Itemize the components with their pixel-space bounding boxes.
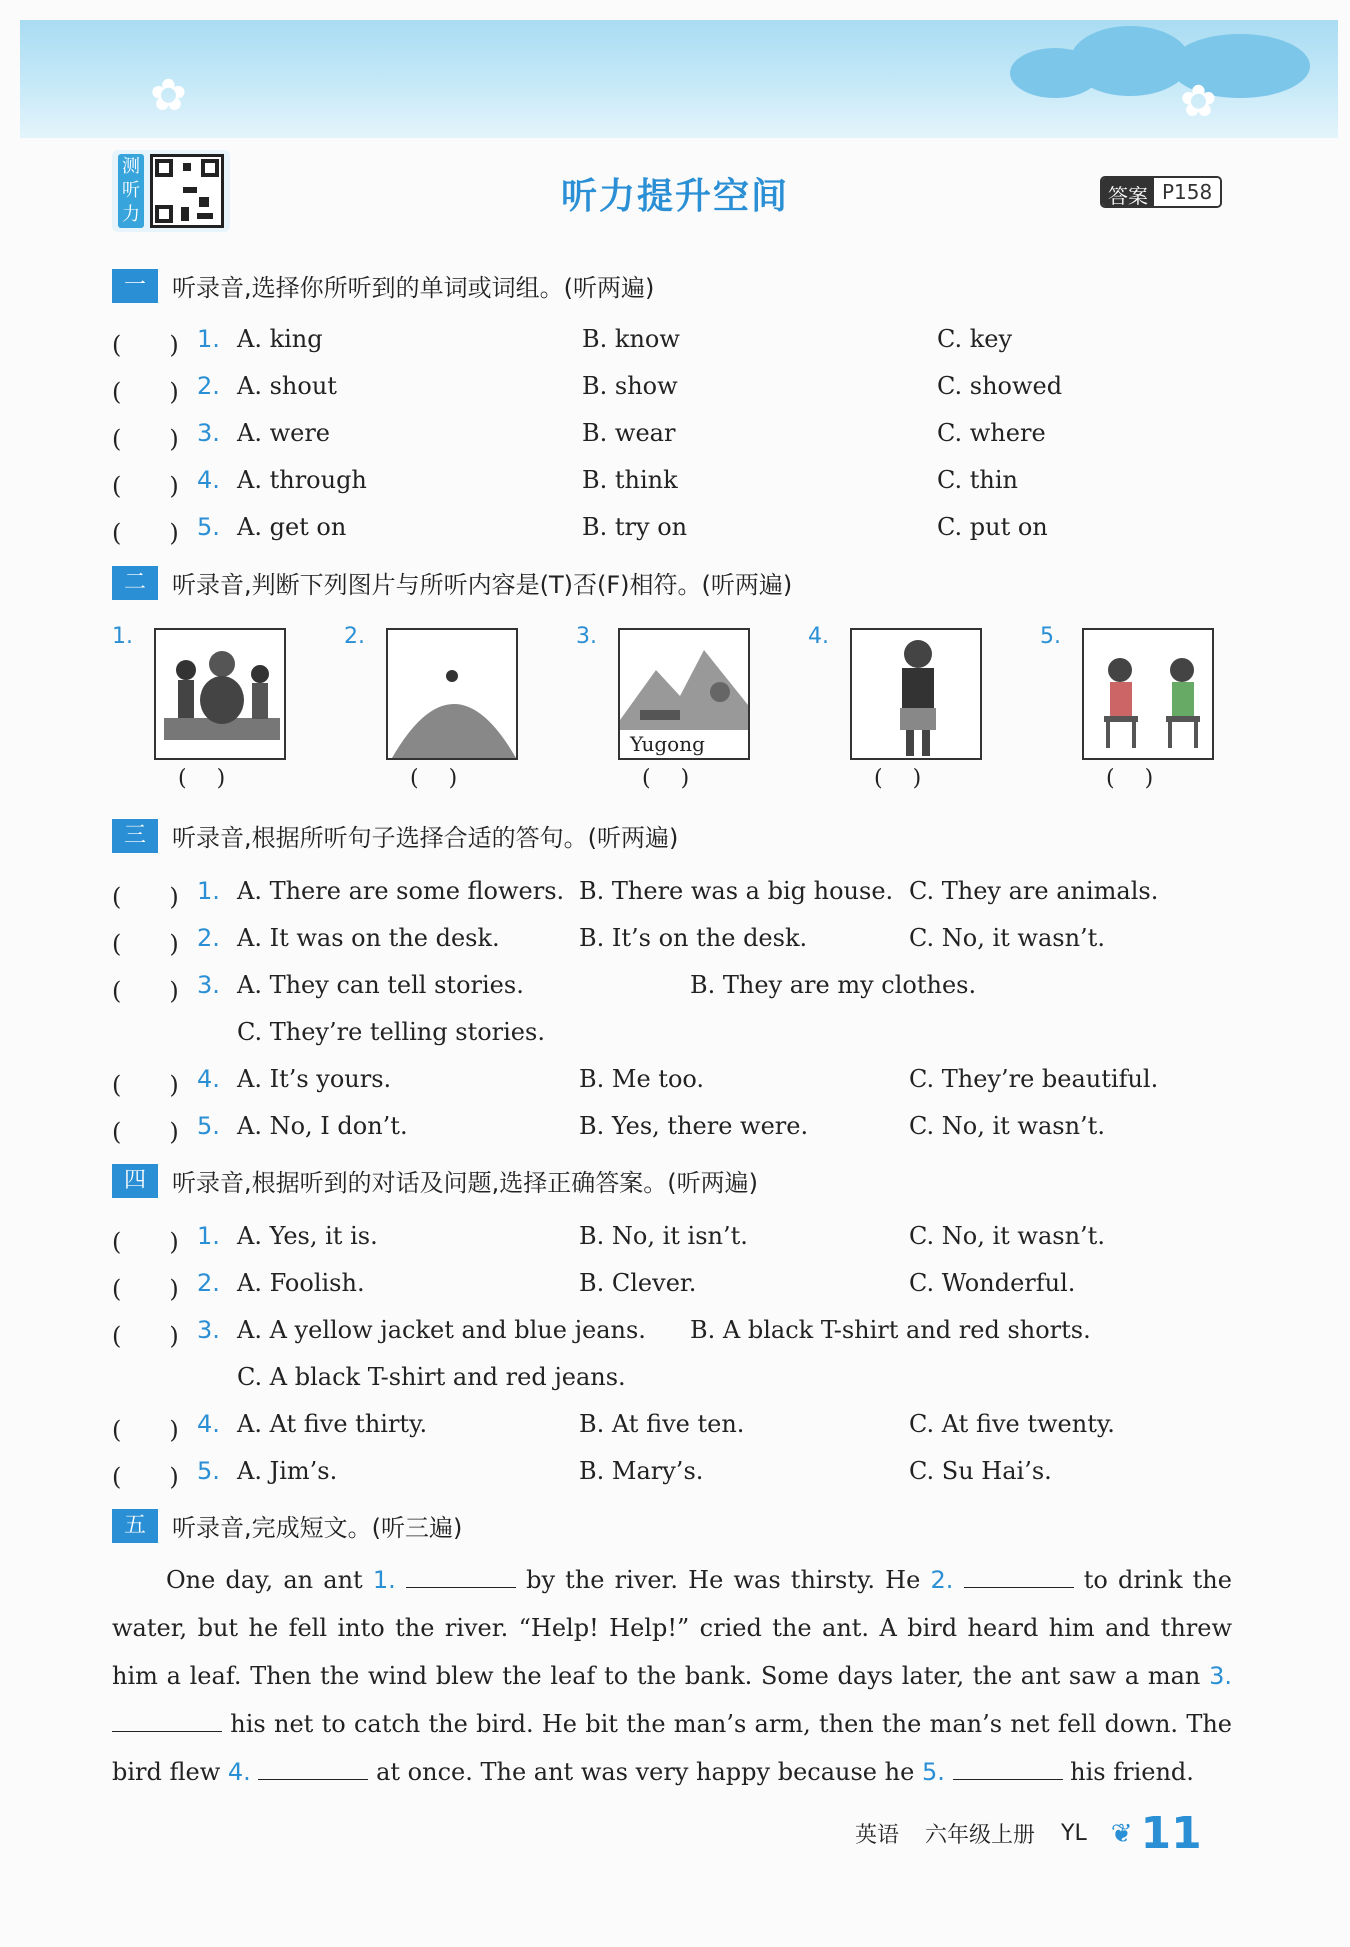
answer-paren[interactable]: ( ) (112, 1275, 179, 1303)
answer-paren[interactable]: ( ) (112, 1322, 179, 1350)
option-c[interactable]: C. No, it wasn’t. (909, 1222, 1105, 1250)
passage-text: by the river. He was thirsty. He (526, 1566, 921, 1594)
answer-paren[interactable]: ( ) (112, 519, 179, 547)
answer-paren[interactable]: ( ) (112, 1118, 179, 1146)
option-c[interactable]: C. key (937, 325, 1013, 353)
option-b[interactable]: B. think (582, 466, 678, 494)
option-a[interactable]: A. They can tell stories. (237, 971, 524, 999)
answer-paren[interactable]: ( ) (112, 1463, 179, 1491)
question-number: 3. (576, 624, 597, 649)
question-number: 2. (197, 924, 220, 952)
blank-number: 5. (921, 1758, 945, 1786)
question-number: 1. (197, 1222, 220, 1250)
option-c[interactable]: C. showed (937, 372, 1063, 400)
option-b[interactable]: B. It’s on the desk. (579, 924, 808, 952)
option-c[interactable]: C. At five twenty. (909, 1410, 1115, 1438)
option-b[interactable]: B. A black T-shirt and red shorts. (690, 1316, 1091, 1344)
picture-frame (154, 628, 286, 760)
option-a[interactable]: A. shout (237, 372, 337, 400)
passage-text: One day, an ant (166, 1566, 363, 1594)
option-b[interactable]: B. wear (582, 419, 676, 447)
option-a[interactable]: A. were (237, 419, 331, 447)
cloze-passage (112, 1556, 1232, 1796)
section-instruction: 听录音,完成短文。(听三遍) (172, 1514, 463, 1542)
option-c[interactable]: C. They are animals. (909, 877, 1159, 905)
question-number: 2. (197, 1269, 220, 1297)
question-number: 3. (197, 1316, 220, 1344)
option-a[interactable]: A. king (237, 325, 323, 353)
answer-paren[interactable]: ( ) (112, 472, 179, 500)
picture-caption: Yugong (620, 730, 748, 758)
blank-number: 3. (1209, 1662, 1232, 1690)
answer-paren[interactable]: ( ) (112, 1071, 179, 1099)
question-number: 2. (344, 624, 365, 649)
passage-text: to drink the water, but he fell into the river. “Help! Help!” cried the ant. A bird heard him and threw him a leaf. Then the wind blew the leaf to the bank. Some days later, the ant saw a man (112, 1566, 1232, 1690)
question-number: 1. (112, 624, 133, 649)
question-number: 4. (197, 1410, 220, 1438)
option-a[interactable]: A. It’s yours. (237, 1065, 392, 1093)
picture-frame (618, 628, 750, 760)
section-badge: 四 (112, 1164, 158, 1198)
answer-reference (1100, 176, 1222, 208)
option-b[interactable]: B. There was a big house. (579, 877, 894, 905)
page-footer (855, 1808, 1202, 1859)
section-heading (112, 1508, 462, 1543)
picture-frame (850, 628, 982, 760)
passage-text: at once. The ant was very happy because he (376, 1758, 915, 1786)
option-b[interactable]: B. Clever. (579, 1269, 697, 1297)
option-a[interactable]: A. No, I don’t. (237, 1112, 408, 1140)
option-a[interactable]: A. through (237, 466, 367, 494)
question-number: 5. (197, 1457, 220, 1485)
option-c[interactable]: C. put on (937, 513, 1048, 541)
question-number: 1. (197, 325, 220, 353)
section-instruction: 听录音,根据听到的对话及问题,选择正确答案。(听两遍) (172, 1169, 758, 1197)
question-number: 1. (197, 877, 220, 905)
answer-paren[interactable]: ( ) (112, 977, 179, 1005)
option-b[interactable]: B. At five ten. (579, 1410, 745, 1438)
option-b[interactable]: B. show (582, 372, 678, 400)
option-a[interactable]: A. Foolish. (237, 1269, 365, 1297)
option-a[interactable]: A. get on (237, 513, 347, 541)
answer-paren[interactable]: ( ) (112, 930, 179, 958)
picture-row (112, 620, 1252, 800)
section-badge: 二 (112, 566, 158, 600)
people-scene-icon (156, 630, 286, 760)
question-number: 3. (197, 971, 220, 999)
option-c[interactable]: C. They’re beautiful. (909, 1065, 1159, 1093)
flower-icon: ✿ (150, 70, 187, 121)
option-a[interactable]: A. At five thirty. (237, 1410, 428, 1438)
hill-icon (388, 630, 518, 760)
answer-paren[interactable]: () (178, 766, 256, 791)
section-instruction: 听录音,选择你所听到的单词或词组。(听两遍) (172, 274, 655, 302)
answer-page: P158 (1154, 178, 1220, 206)
blank-number: 1. (372, 1566, 396, 1594)
option-c[interactable]: C. No, it wasn’t. (909, 924, 1105, 952)
answer-paren[interactable]: ( ) (112, 1416, 179, 1444)
option-b[interactable]: B. Me too. (579, 1065, 705, 1093)
option-b[interactable]: B. Mary’s. (579, 1457, 704, 1485)
flower-icon: ✿ (1180, 76, 1217, 127)
option-b[interactable]: B. try on (582, 513, 688, 541)
option-c[interactable]: C. Su Hai’s. (909, 1457, 1052, 1485)
option-a[interactable]: A. It was on the desk. (237, 924, 500, 952)
option-b[interactable]: B. know (582, 325, 680, 353)
question-number: 4. (197, 1065, 220, 1093)
answer-paren[interactable]: ( ) (112, 425, 179, 453)
answer-label: 答案 (1102, 178, 1154, 206)
option-a[interactable]: A. A yellow jacket and blue jeans. (237, 1316, 646, 1344)
picture-frame (1082, 628, 1214, 760)
option-b[interactable]: B. They are my clothes. (690, 971, 977, 999)
section-instruction: 听录音,根据所听句子选择合适的答句。(听两遍) (172, 824, 679, 852)
blank-number: 2. (930, 1566, 954, 1594)
footer-grade: 六年级上册 (925, 1823, 1036, 1848)
answer-paren[interactable]: ( ) (112, 378, 179, 406)
blank-number: 4. (227, 1758, 251, 1786)
blank-input[interactable] (406, 1560, 516, 1588)
section-badge: 五 (112, 1509, 158, 1543)
section-heading (112, 268, 654, 303)
option-a[interactable]: A. There are some flowers. (237, 877, 565, 905)
answer-paren[interactable]: () (410, 766, 488, 791)
passage-text: his net to catch the bird. He bit the man’s arm, then the man’s net fell down. The bird flew (112, 1710, 1232, 1786)
footer-edition: YL (1061, 1821, 1087, 1846)
question-number: 3. (197, 419, 220, 447)
section-instruction: 听录音,判断下列图片与所听内容是(T)否(F)相符。(听两遍) (172, 571, 793, 599)
blank-input[interactable] (964, 1560, 1074, 1588)
qr-tag: 测听力 (118, 154, 144, 228)
answer-paren[interactable]: ( ) (112, 331, 179, 359)
option-c[interactable]: C. where (937, 419, 1046, 447)
option-a[interactable]: A. Yes, it is. (237, 1222, 378, 1250)
blank-input[interactable] (953, 1752, 1063, 1780)
answer-paren[interactable]: ( ) (112, 883, 179, 911)
footer-subject: 英语 (855, 1823, 900, 1848)
header-banner (20, 20, 1338, 138)
question-number: 2. (197, 372, 220, 400)
page-title: 听力提升空间 (560, 176, 789, 217)
section-badge: 一 (112, 269, 158, 303)
option-b[interactable]: B. Yes, there were. (579, 1112, 809, 1140)
question-number: 5. (197, 1112, 220, 1140)
answer-paren[interactable]: () (874, 766, 952, 791)
option-c[interactable]: C. No, it wasn’t. (909, 1112, 1105, 1140)
question-number: 5. (1040, 624, 1061, 649)
boy-in-kilt-icon (852, 630, 982, 760)
section-badge: 三 (112, 819, 158, 853)
page-number: 11 (1140, 1808, 1202, 1859)
option-c[interactable]: C. Wonderful. (909, 1269, 1076, 1297)
section-heading (112, 565, 792, 600)
question-number: 5. (197, 513, 220, 541)
blank-input[interactable] (258, 1752, 368, 1780)
picture-frame (386, 628, 518, 760)
option-c[interactable]: C. They’re telling stories. (237, 1018, 545, 1046)
option-a[interactable]: A. Jim’s. (237, 1457, 338, 1485)
answer-paren[interactable]: ( ) (112, 1228, 179, 1256)
section-heading (112, 1163, 758, 1198)
answer-paren[interactable]: () (642, 766, 720, 791)
question-number: 4. (808, 624, 829, 649)
option-c[interactable]: C. A black T-shirt and red jeans. (237, 1363, 626, 1391)
passage-text: his friend. (1070, 1758, 1194, 1786)
answer-paren[interactable]: () (1106, 766, 1184, 791)
option-b[interactable]: B. No, it isn’t. (579, 1222, 748, 1250)
two-girls-talking-icon (1084, 630, 1214, 760)
section-heading (112, 818, 678, 853)
leaf-icon: ❦ (1110, 1818, 1133, 1849)
question-number: 4. (197, 466, 220, 494)
blank-input[interactable] (112, 1704, 222, 1732)
mountains-icon (620, 630, 750, 734)
option-c[interactable]: C. thin (937, 466, 1018, 494)
